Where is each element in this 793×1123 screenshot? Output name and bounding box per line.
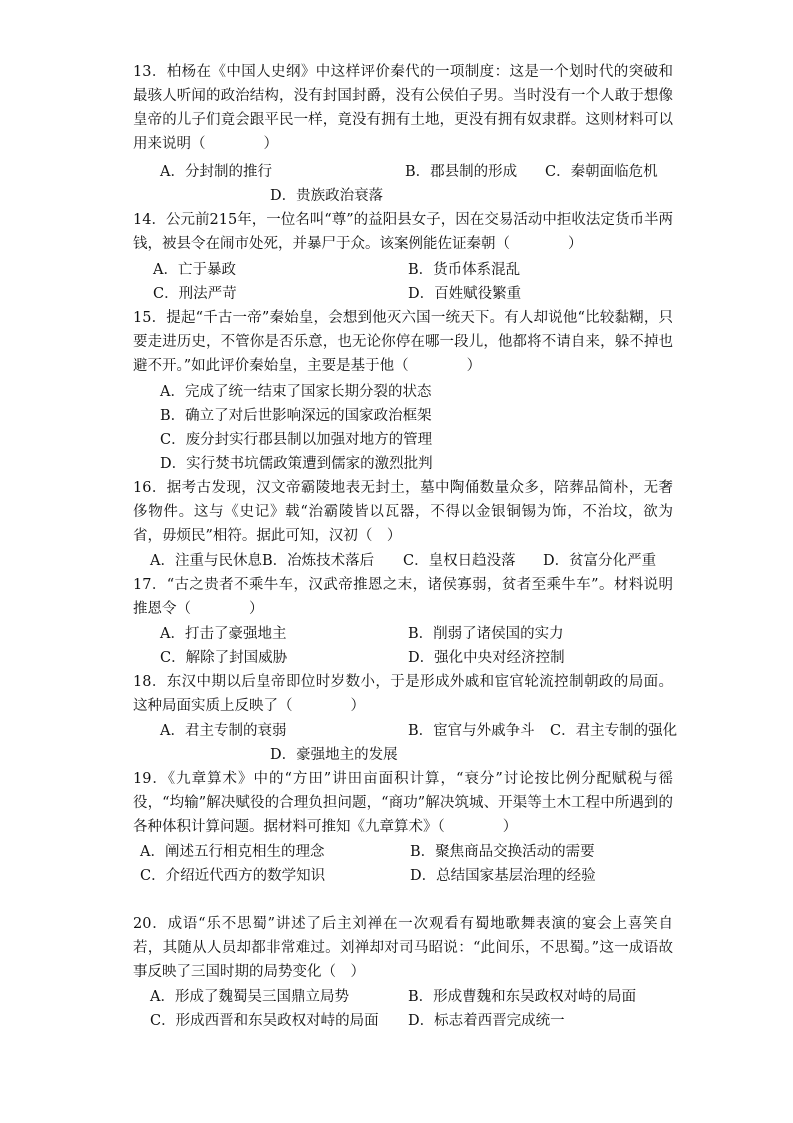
- question-20: [133, 912, 673, 984]
- option-a[interactable]: A．注重与民休息: [150, 553, 262, 569]
- option-c[interactable]: C．废分封实行郡县制以加强对地方的管理: [160, 432, 433, 448]
- question-14: [133, 208, 673, 256]
- option-a[interactable]: A．阐述五行相克相生的理念: [140, 844, 325, 860]
- option-c[interactable]: C．君主专制的强化: [550, 723, 678, 739]
- option-a[interactable]: A．完成了统一结束了国家长期分裂的状态: [160, 384, 432, 400]
- option-b[interactable]: B．确立了对后世影响深远的国家政治框架: [160, 408, 432, 424]
- question-stem: 19．《九章算术》中的“方田”讲田亩面积计算，“衰分”讨论按比例分配赋税与徭役，“均输”解决赋役的合理负担问题，“商功”解决筑城、开渠等土木工程中所遇到的各种体积计算问题。据材料可推知《九章算术》（ ）: [133, 771, 673, 835]
- option-a[interactable]: A．形成了魏蜀吴三国鼎立局势: [150, 989, 349, 1005]
- option-c[interactable]: C．刑法严苛: [153, 286, 237, 302]
- question-stem: 14．公元前215年，一位名叫“尊”的益阳县女子，因在交易活动中拒收法定货币半两钱，被县令在闹市处死，并暴尸于众。该案例能佐证秦朝（ ）: [133, 212, 673, 252]
- option-d[interactable]: D．贫富分化严重: [543, 553, 657, 569]
- option-d[interactable]: D．强化中央对经济控制: [408, 650, 565, 666]
- option-c[interactable]: C．皇权日趋没落: [403, 553, 516, 569]
- option-a[interactable]: A．分封制的推行: [160, 164, 272, 180]
- option-b[interactable]: B．宦官与外戚争斗: [408, 723, 535, 739]
- option-a[interactable]: A．君主专制的衰弱: [160, 723, 287, 739]
- option-b[interactable]: B．郡县制的形成: [405, 164, 518, 180]
- question-stem: 13．柏杨在《中国人史纲》中这样评价秦代的一项制度：这是一个划时代的突破和最骇人听闻的政治结构，没有封国封爵，没有公侯伯子男。当时没有一个人敢于想像皇帝的儿子们竟会跟平民一样，竟没有拥有土地，更没有拥有奴隶群。这则材料可以用来说明（ ）: [133, 64, 673, 152]
- option-a[interactable]: A．打击了豪强地主: [160, 626, 287, 642]
- option-c[interactable]: C．解除了封国威胁: [160, 650, 288, 666]
- option-b[interactable]: B．货币体系混乱: [408, 262, 521, 278]
- question-16: [133, 476, 673, 548]
- option-c[interactable]: C．介绍近代西方的数学知识: [140, 868, 326, 884]
- option-b[interactable]: B．形成曹魏和东吴政权对峙的局面: [408, 989, 637, 1005]
- option-d[interactable]: D．百姓赋役繁重: [408, 286, 522, 302]
- question-18: [133, 670, 673, 718]
- option-d[interactable]: D．贵族政治衰落: [270, 188, 384, 204]
- option-d[interactable]: D．总结国家基层治理的经验: [410, 868, 596, 884]
- question-stem: 20．成语“乐不思蜀”讲述了后主刘禅在一次观看有蜀地歌舞表演的宴会上喜笑自若，其随从人员却都非常难过。刘禅却对司马昭说：“此间乐，不思蜀。”这一成语故事反映了三国时期的局势变化（ ）: [133, 916, 673, 980]
- question-17: [133, 573, 673, 621]
- option-b[interactable]: B．聚焦商品交换活动的需要: [410, 844, 595, 860]
- option-c[interactable]: C．形成西晋和东吴政权对峙的局面: [150, 1013, 379, 1029]
- option-d[interactable]: D．实行焚书坑儒政策遭到儒家的激烈批判: [160, 456, 433, 472]
- question-19: [133, 767, 673, 839]
- option-d[interactable]: D．豪强地主的发展: [270, 747, 398, 763]
- option-d[interactable]: D．标志着西晋完成统一: [408, 1013, 565, 1029]
- question-stem: 16．据考古发现，汉文帝霸陵地表无封土，墓中陶俑数量众多，陪葬品简朴，无奢侈物件。这与《史记》载“治霸陵皆以瓦器，不得以金银铜锡为饰，不治坟，欲为省，毋烦民”相符。据此可知，汉初（ ）: [133, 480, 673, 544]
- option-a[interactable]: A．亡于暴政: [153, 262, 236, 278]
- question-stem: 15．提起“千古一帝”秦始皇，会想到他灭六国一统天下。有人却说他“比较黏糊，只要走进历史，不管你是否乐意，也无论你停在哪一段儿，他都将不请自来，躲不掉也避不开。”如此评价秦始皇，主要是基于他（ ）: [133, 310, 673, 374]
- question-13: [133, 60, 673, 156]
- question-stem: 17．“古之贵者不乘牛车，汉武帝推恩之末，诸侯寡弱，贫者至乘牛车”。材料说明推恩令（ ）: [133, 577, 673, 617]
- option-b[interactable]: B．冶炼技术落后: [262, 553, 375, 569]
- option-b[interactable]: B．削弱了诸侯国的实力: [408, 626, 564, 642]
- question-15: [133, 306, 673, 378]
- option-c[interactable]: C．秦朝面临危机: [545, 164, 658, 180]
- question-stem: 18．东汉中期以后皇帝即位时岁数小，于是形成外戚和宦官轮流控制朝政的局面。这种局面实质上反映了（ ）: [133, 674, 673, 714]
